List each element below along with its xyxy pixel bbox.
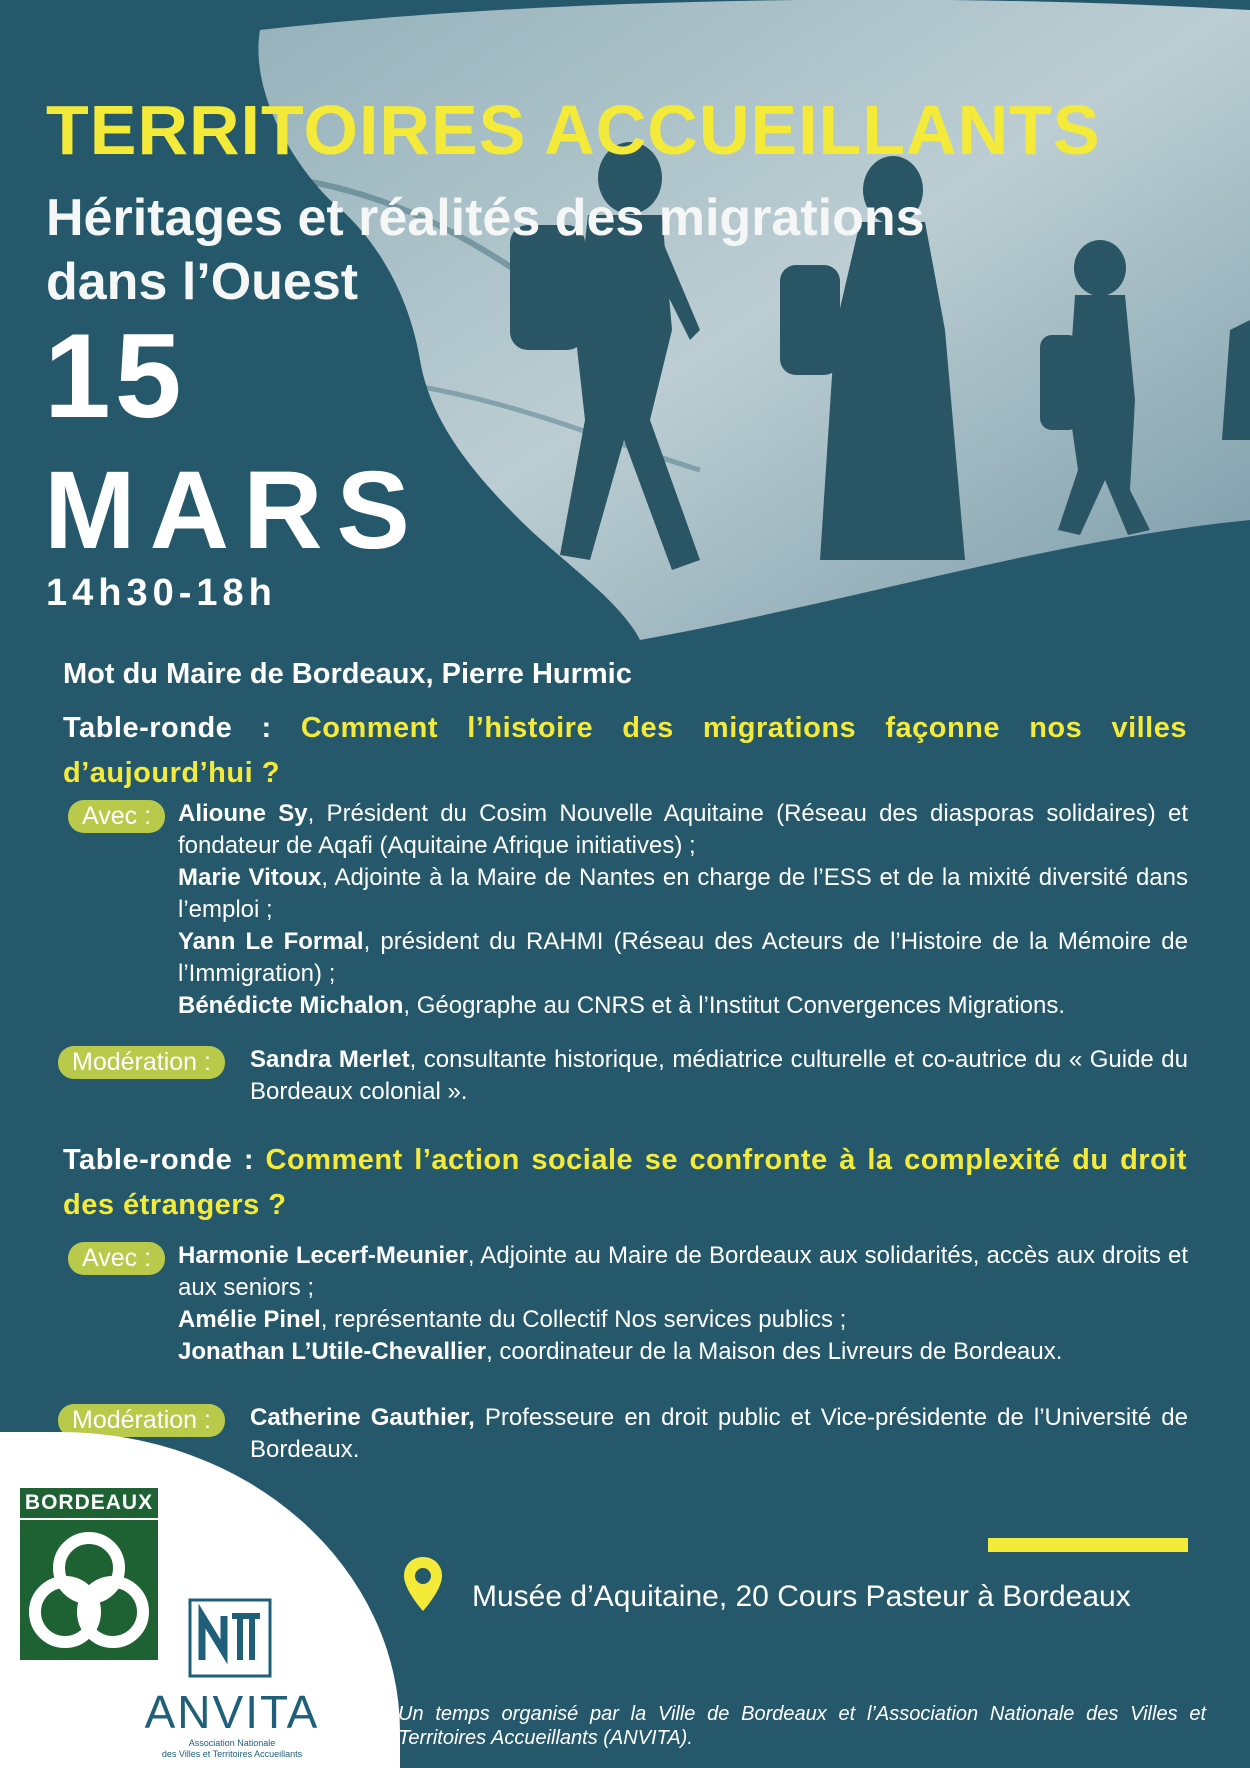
speaker-desc: , représentante du Collectif Nos services publics ; xyxy=(320,1306,847,1333)
bordeaux-logo-label: BORDEAUX xyxy=(20,1488,158,1520)
bordeaux-logo xyxy=(20,1488,158,1660)
speaker-item xyxy=(178,1336,1188,1368)
organiser-note: Un temps organisé par la Ville de Bordeaux et l’Association Nationale des Villes et Territoires Accueillants (ANVITA). xyxy=(398,1703,1206,1749)
location-pin-icon xyxy=(402,1555,444,1613)
mayor-address: Mot du Maire de Bordeaux, Pierre Hurmic xyxy=(63,658,632,690)
speaker-desc: , Adjointe à la Maire de Nantes en charge de l’ESS et de la mixité diversité dans l’emploi ; xyxy=(178,864,1188,923)
roundtable-2-prefix: Table-ronde : xyxy=(63,1144,266,1176)
roundtable-1-moderation-label: Modération : xyxy=(58,1046,225,1079)
roundtable-1-title: Comment l’histoire des migrations façonne nos villes d’aujourd’hui ? xyxy=(63,712,1187,789)
speaker-item xyxy=(178,862,1188,926)
roundtable-1-speakers xyxy=(178,798,1188,1022)
moderator-name: Sandra Merlet xyxy=(250,1046,410,1073)
speaker-name: Harmonie Lecerf-Meunier xyxy=(178,1242,468,1269)
speaker-desc: , Adjointe au Maire de Bordeaux aux solidarités, accès aux droits et aux seniors ; xyxy=(178,1242,1188,1301)
roundtable-1-avec-label: Avec : xyxy=(68,800,165,833)
speaker-desc: , Géographe au CNRS et à l’Institut Convergences Migrations. xyxy=(403,992,1066,1019)
subtitle-line-1: Héritages et réalités des migrations xyxy=(46,189,925,247)
speaker-name: Jonathan L’Utile-Chevallier xyxy=(178,1338,487,1365)
subtitle-line-2: dans l’Ouest xyxy=(46,253,359,311)
speaker-item xyxy=(178,1304,1188,1336)
anvita-sub-line-1: Association Nationale xyxy=(188,1738,276,1748)
roundtable-1-heading xyxy=(63,706,1187,796)
speaker-desc: , coordinateur de la Maison des Livreurs de Bordeaux. xyxy=(486,1338,1063,1365)
speaker-desc: , Président du Cosim Nouvelle Aquitaine (Réseau des diasporas solidaires) et fondateur de Aqafi (Aquitaine Afrique initiatives) ; xyxy=(178,800,1188,859)
event-time: 14h30-18h xyxy=(46,572,277,614)
speaker-name: Amélie Pinel xyxy=(178,1306,321,1333)
roundtable-2-heading xyxy=(63,1138,1187,1228)
triquetra-icon xyxy=(20,1520,158,1660)
speaker-item xyxy=(178,990,1188,1022)
speaker-name: Yann Le Formal xyxy=(178,928,364,955)
speaker-name: Marie Vitoux xyxy=(178,864,322,891)
anvita-logo-subtitle xyxy=(142,1738,322,1760)
decorative-yellow-bar xyxy=(988,1538,1188,1552)
roundtable-2-moderator xyxy=(250,1402,1188,1466)
roundtable-1-moderator xyxy=(250,1044,1188,1108)
moderator-desc: Professeure en droit public et Vice-présidente de l’Université de Bordeaux. xyxy=(250,1404,1189,1463)
speaker-item xyxy=(178,798,1188,862)
anvita-emblem-icon xyxy=(188,1598,272,1678)
anvita-sub-line-2: des Villes et Territoires Accueillants xyxy=(161,1749,303,1759)
speaker-item xyxy=(178,1240,1188,1304)
event-subtitle xyxy=(46,186,1206,314)
speaker-name: Bénédicte Michalon xyxy=(178,992,404,1019)
speaker-item xyxy=(178,926,1188,990)
speaker-name: Alioune Sy xyxy=(178,800,308,827)
venue-address: Musée d’Aquitaine, 20 Cours Pasteur à Bordeaux xyxy=(472,1580,1131,1613)
roundtable-2-title: Comment l’action sociale se confronte à la complexité du droit des étrangers ? xyxy=(63,1144,1188,1221)
event-day: 15 xyxy=(44,309,186,443)
speaker-desc: , président du RAHMI (Réseau des Acteurs de l’Histoire de la Mémoire de l’Immigration) ; xyxy=(178,928,1188,987)
roundtable-2-speakers xyxy=(178,1240,1188,1368)
roundtable-2-avec-label: Avec : xyxy=(68,1242,165,1275)
roundtable-1-prefix: Table-ronde : xyxy=(63,712,301,744)
event-title: TERRITOIRES ACCUEILLANTS xyxy=(46,91,1101,169)
roundtable-2-moderation-label: Modération : xyxy=(58,1404,225,1437)
anvita-logo-text: ANVITA xyxy=(144,1686,320,1738)
event-month: MARS xyxy=(44,449,424,572)
moderator-name: Catherine Gauthier, xyxy=(250,1404,475,1431)
moderator-desc: , consultante historique, médiatrice culturelle et co-autrice du « Guide du Bordeaux colonial ». xyxy=(250,1046,1189,1105)
